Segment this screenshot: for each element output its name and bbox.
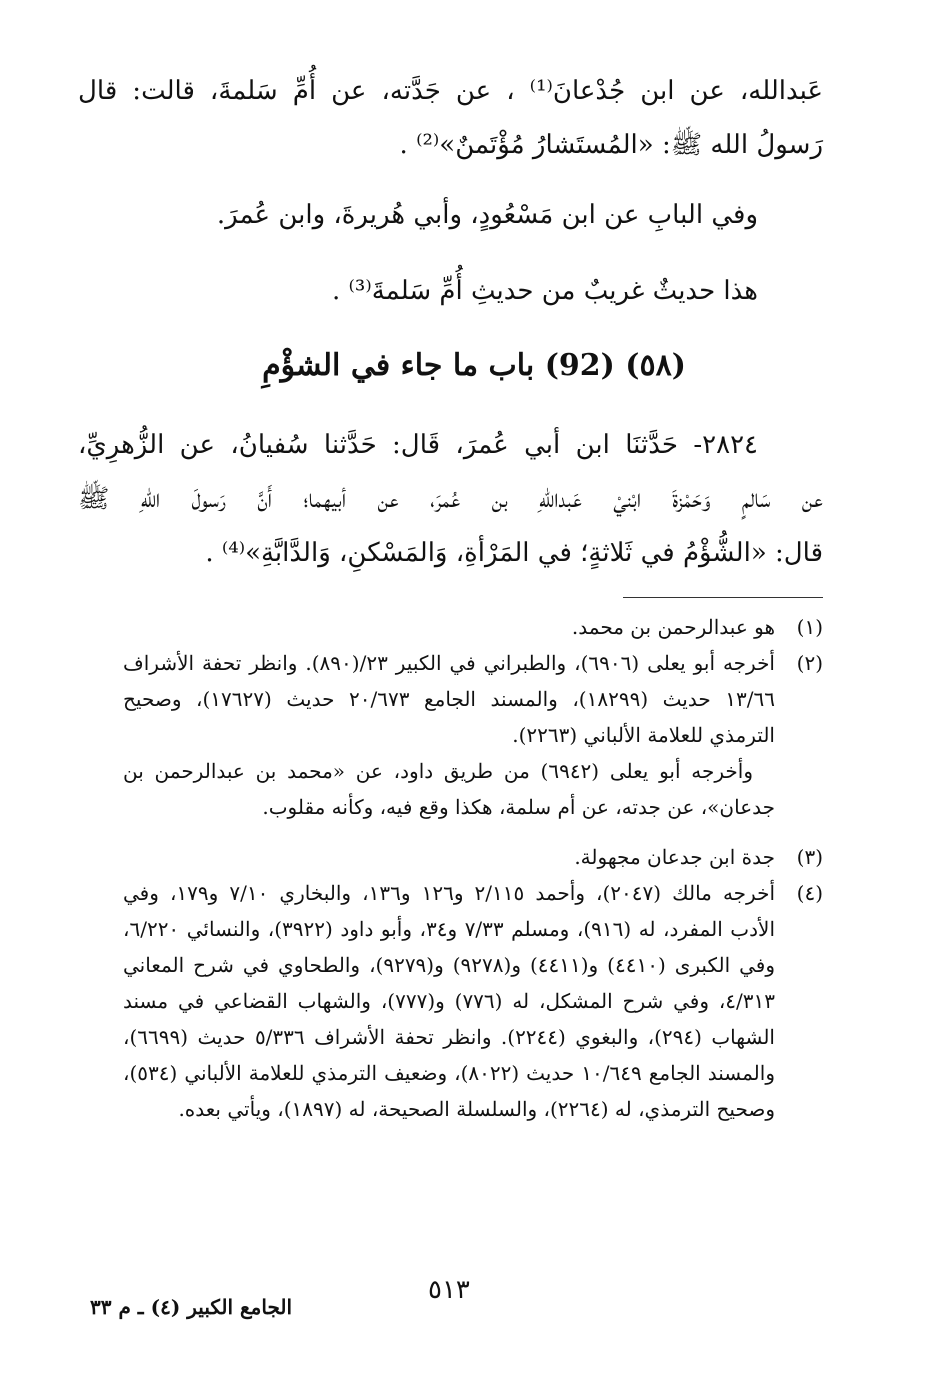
bab-line: وفي البابِ عن ابن مَسْعُودٍ، وأبي هُريرةَ، وابن عُمرَ. [216,200,758,230]
text-line-2: رَسولُ الله ﷺ: «المُستَشارُ مُؤْتَمنٌ»⁽²⁾ . [399,130,823,160]
footnote-number: (٤) [796,881,823,905]
footnote-text: أخرجه أبو يعلى (٦٩٠٦)، والطبراني في الكبير ٢٣/(٨٩٠). وانظر تحفة الأشراف ١٣/٦٦ حديث (١٨٢٩٩)، والمسند الجامع ٢٠/٦٧٣ حديث (١٧٦٢٧)، وصحيح الترمذي للعلامة الألباني (٢٢٦٣). [123,651,775,747]
book-signature: الجامع الكبير (٤) ـ م ٣٣ [90,1295,293,1319]
footnote-text: وأخرجه أبو يعلى (٦٩٤٢) من طريق داود، عن «محمد بن عبدالرحمن بن جدعان»، عن جدته، عن أم سلمة، هكذا وقع فيه، وكأنه مقلوب. [123,759,775,819]
chapter-heading: (٥٨) (92) باب ما جاء في الشؤْمِ [262,348,686,383]
hadith-line-1: ٢٨٢٤- حَدَّثنَا ابن أبي عُمرَ، قَال: حَدَّثنا سُفيانُ، عن الزُّهرِيِّ، [78,430,758,460]
footnote-3 [123,839,823,875]
footnote-text: هو عبدالرحمن بن محمد. [571,615,775,639]
footnote-4 [123,875,823,1127]
footnote-number: (٣) [796,845,823,869]
footnote-text: جدة ابن جدعان مجهولة. [574,845,775,869]
footnote-number: (١) [796,615,823,639]
footnote-2-continuation [123,753,823,825]
hadith-line-3: قال: «الشُّؤْمُ في ثَلاثةٍ؛ في المَرْأةِ، وَالمَسْكنِ، وَالدَّابَّةِ»⁽⁴⁾ . [205,538,823,568]
footnote-2 [123,645,823,753]
footnote-text: أخرجه مالك (٢٠٤٧)، وأحمد ٢/١١٥ و١٢٦ و١٣٦، والبخاري ٧/١٠ و١٧٩، وفي الأدب المفرد، له (٩١٦)، ومسلم ٧/٣٣ و٣٤، وأبو داود (٣٩٢٢)، والنسائي ٦/٢٢٠، وفي الكبرى (٤٤١٠) و(٤٤١١) و(٩٢٧٨) و(٩٢٧٩)، والطحاوي في شرح المعاني ٤/٣١٣، وفي شرح المشكل، له (٧٧٦) و(٧٧٧)، والشهاب القضاعي في مسند الشهاب (٢٩٤)، والبغوي (٢٢٤٤). وانظر تحفة الأشراف ٥/٣٣٦ حديث (٦٦٩٩)، والمسند الجامع ١٠/٦٤٩ حديث (٨٠٢٢)، وضعيف الترمذي للعلامة الألباني (٥٣٤)، وصحيح الترمذي، له (٢٢٦٤)، والسلسلة الصحيحة، له (١٨٩٧)، ويأتي بعده. [123,881,776,1121]
text-line-1: عَبدالله، عن ابن جُدْعانَ⁽¹⁾ ، عن جَدَّته، عن أُمِّ سَلمةَ، قالت: قال [78,76,823,106]
footnote-1 [123,609,823,645]
hadith-grade: هذا حديثٌ غريبٌ من حديثِ أُمِّ سَلمةَ⁽³⁾ . [332,276,758,306]
hadith-line-2: عن سَالمٍ وَحَمْزةَ ابْنيْ عَبداللهِ بن عُمرَ، عن أبيهما؛ أَنَّ رَسولَ اللهِ ﷺ [78,484,823,514]
page-number: ٥١٣ [428,1275,470,1305]
footnote-separator [623,597,823,598]
footnote-number: (٢) [796,651,823,675]
